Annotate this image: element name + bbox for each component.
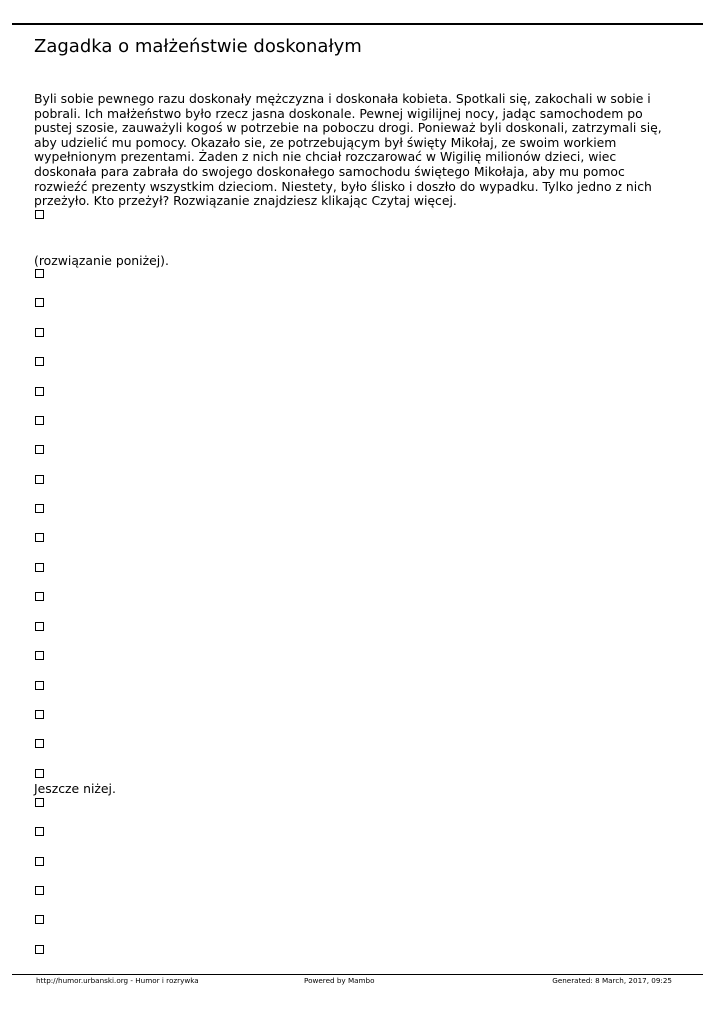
missing-glyph-icon bbox=[35, 298, 44, 307]
solution-below-note: (rozwiązanie poniżej). bbox=[34, 253, 169, 268]
missing-glyph-icon bbox=[35, 798, 44, 807]
missing-glyph-icon bbox=[35, 710, 44, 719]
missing-glyph-icon bbox=[35, 210, 44, 219]
missing-glyph-icon bbox=[35, 681, 44, 690]
missing-glyph-icon bbox=[35, 915, 44, 924]
footer-rule bbox=[12, 974, 703, 975]
header-rule bbox=[12, 23, 703, 25]
footer-generated-date: Generated: 8 March, 2017, 09:25 bbox=[552, 976, 672, 985]
missing-glyph-icon bbox=[35, 269, 44, 278]
missing-glyph-icon bbox=[35, 651, 44, 660]
missing-glyph-icon bbox=[35, 563, 44, 572]
riddle-paragraph: Byli sobie pewnego razu doskonały mężczyzna i doskonała kobieta. Spotkali się, zakochali w sobie i pobrali. Ich małżeństwo było rzecz jasna doskonale. Pewnej wigilijnej nocy, jadąc samochodem po pustej szosie, zauważyli kogoś w potrzebie na poboczu drogi. Ponieważ byli doskonali, zatrzymali się, aby udzielić mu pomocy. Okazało sie, ze potrzebującym był święty Mikołaj, ze swoim workiem wypełnionym prezentami. Żaden z nich nie chciał rozczarować w Wigilię milionów dzieci, wiec doskonała para zabrała do swojego doskonałego samochodu świętego Mikołaja, aby mu pomoc rozwieźć prezenty wszystkim dzieciom. Niestety, było ślisko i doszło do wypadku. Tylko jedno z nich przeżyło. Kto przeżył? Rozwiązanie znajdziesz klikając Czytaj więcej. bbox=[34, 91, 662, 209]
missing-glyph-icon bbox=[35, 445, 44, 454]
missing-glyph-icon bbox=[35, 945, 44, 954]
missing-glyph-icon bbox=[35, 504, 44, 513]
missing-glyph-icon bbox=[35, 827, 44, 836]
missing-glyph-icon bbox=[35, 533, 44, 542]
missing-glyph-icon bbox=[35, 886, 44, 895]
further-below-note: Jeszcze niżej. bbox=[34, 781, 116, 796]
missing-glyph-icon bbox=[35, 357, 44, 366]
missing-glyph-icon bbox=[35, 416, 44, 425]
missing-glyph-icon bbox=[35, 857, 44, 866]
missing-glyph-icon bbox=[35, 328, 44, 337]
missing-glyph-icon bbox=[35, 592, 44, 601]
missing-glyph-icon bbox=[35, 739, 44, 748]
footer-powered-by: Powered by Mambo bbox=[304, 976, 375, 985]
page-title: Zagadka o małżeństwie doskonałym bbox=[34, 36, 362, 57]
footer-site-url: http://humor.urbanski.org - Humor i rozrywka bbox=[36, 976, 199, 985]
article-body bbox=[34, 92, 664, 209]
missing-glyph-icon bbox=[35, 387, 44, 396]
missing-glyph-icon bbox=[35, 622, 44, 631]
missing-glyph-icon bbox=[35, 769, 44, 778]
missing-glyph-icon bbox=[35, 475, 44, 484]
